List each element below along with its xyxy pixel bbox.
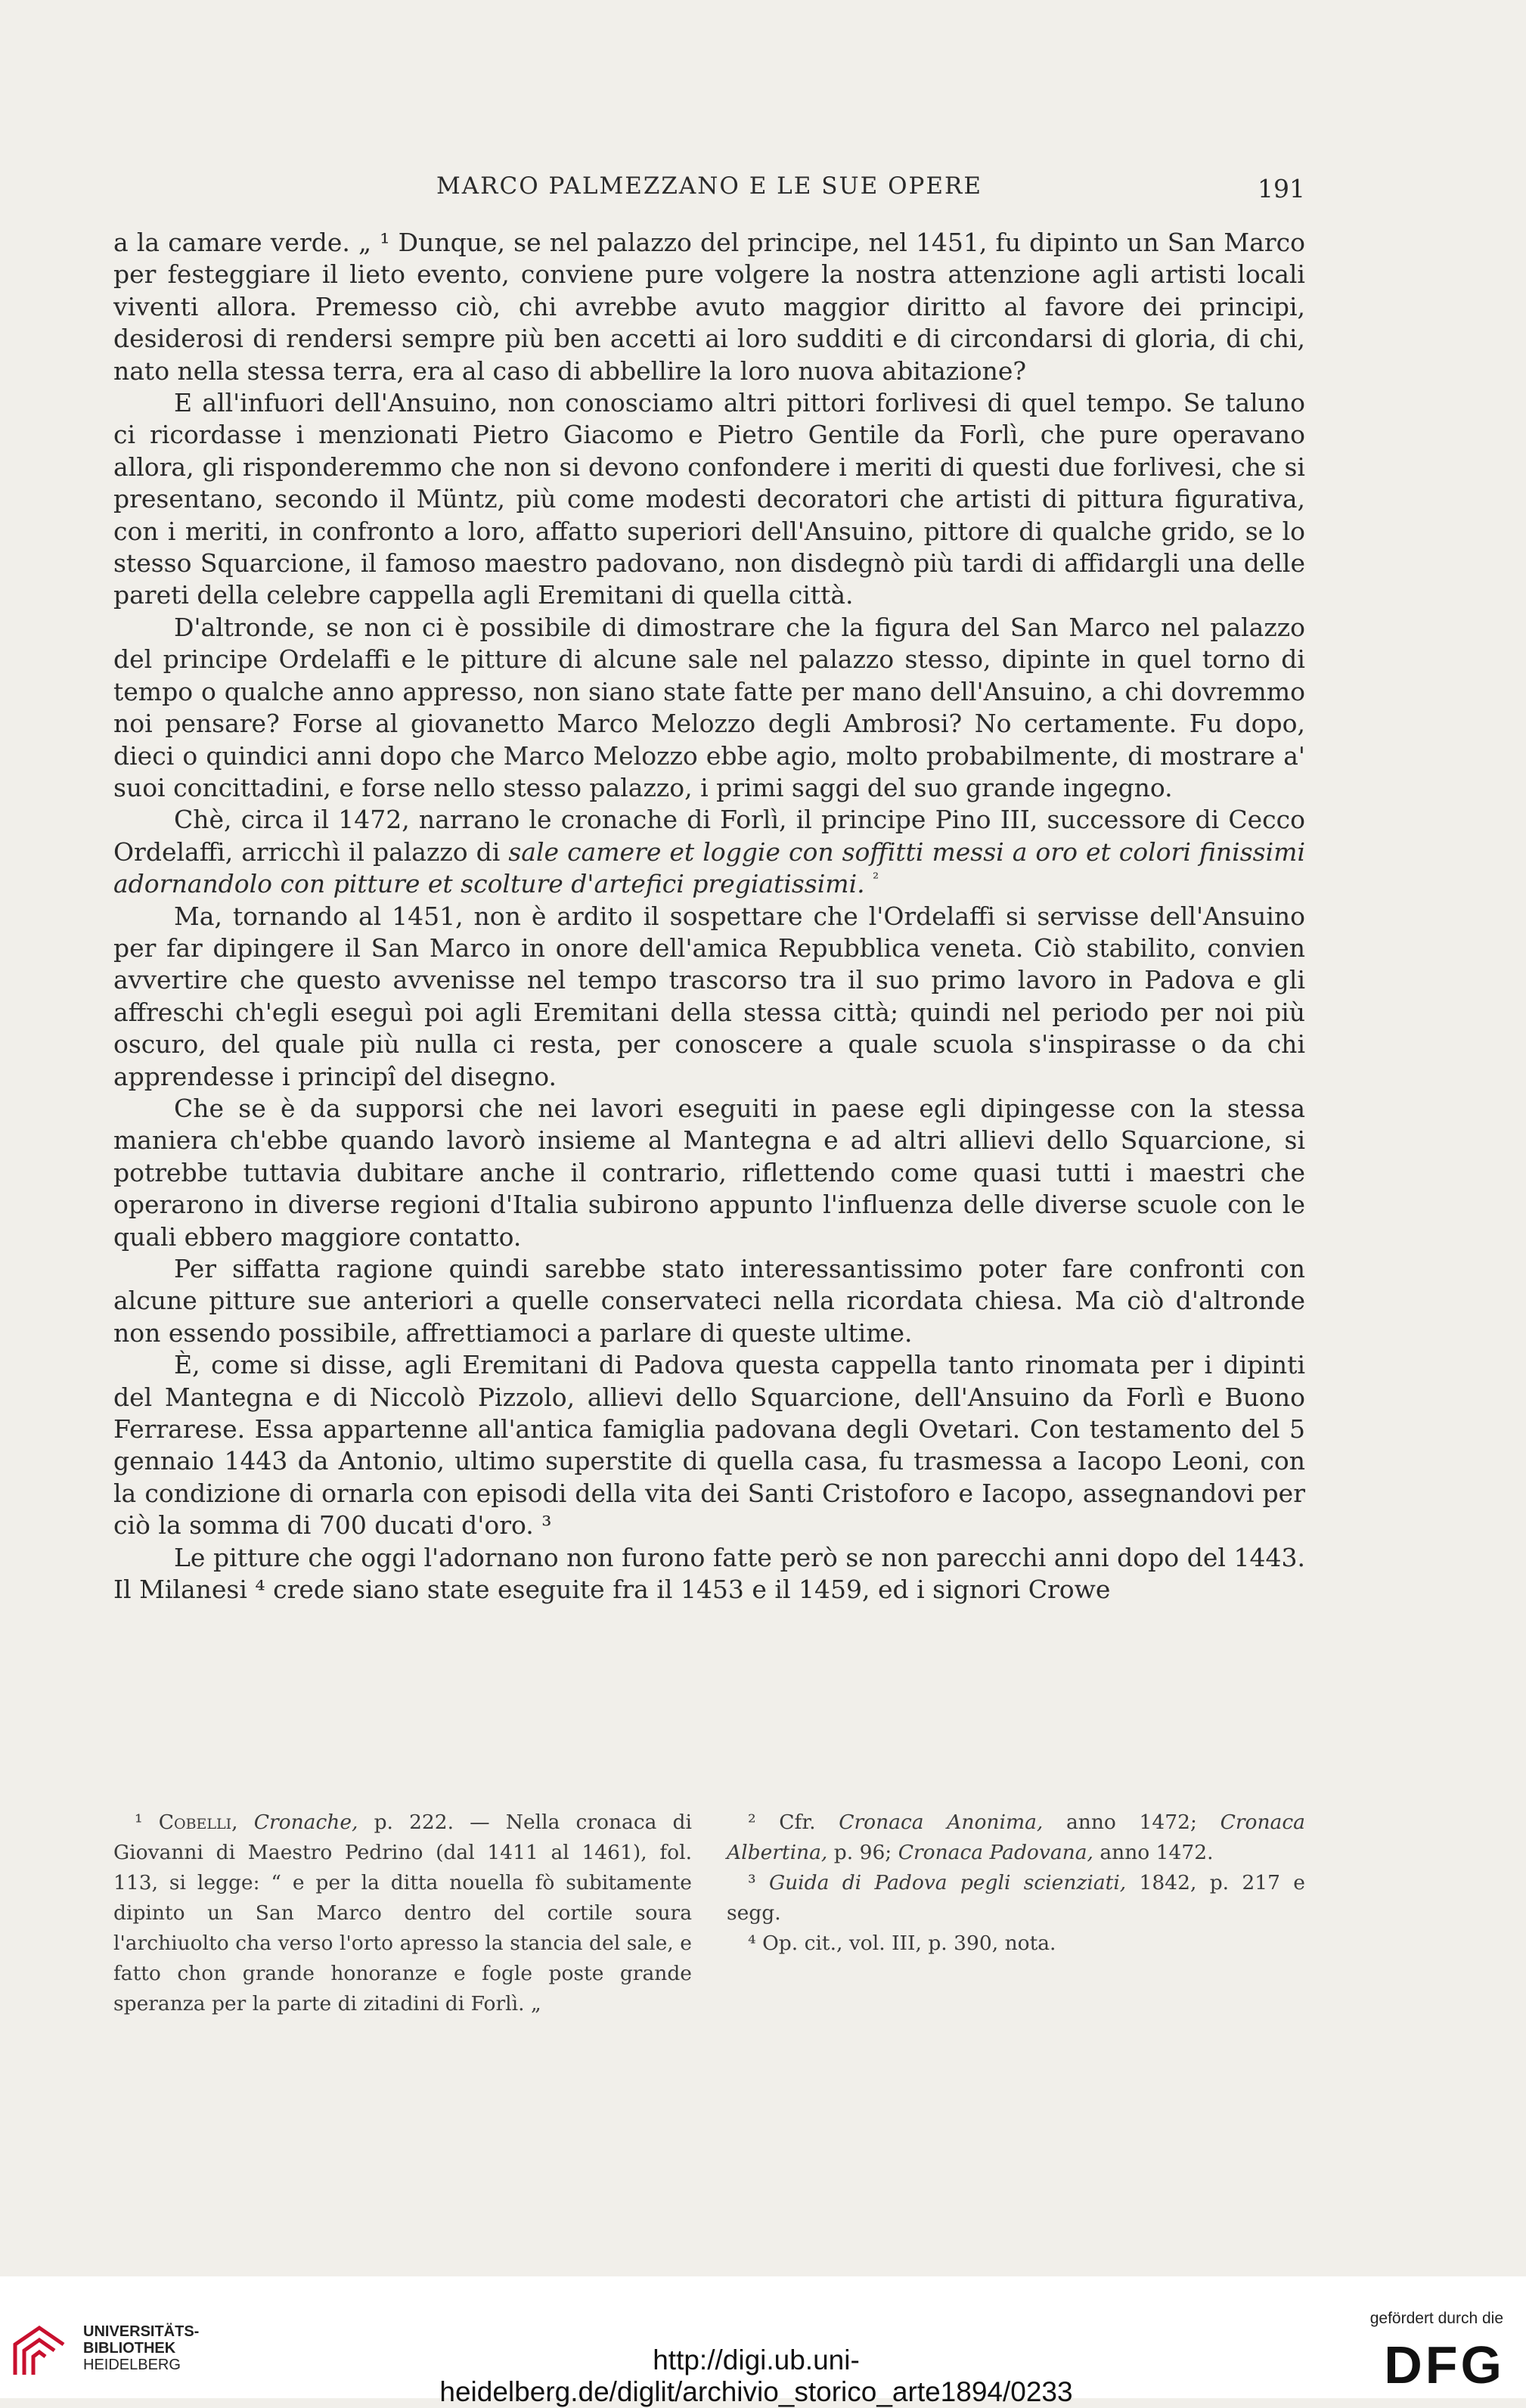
footnote-3-a: Guida di Padova pegli scienziati, (768, 1871, 1127, 1894)
footer-bar (0, 2276, 1526, 2407)
page-header (113, 172, 1305, 218)
dfg-logo: DFG (1384, 2335, 1505, 2394)
paragraph-4-quote: sale camere et loggie con soffitti messi a oro et colori finissimi adornandolo con pitture et scolture d'artefici pregiatissimi. (113, 836, 1305, 899)
footnote-1 (113, 1808, 692, 2019)
footnote-3-b: 1842, p. 217 e segg. (727, 1871, 1305, 1925)
paragraph-4 (113, 804, 1305, 900)
footnote-4 (727, 1929, 1305, 1959)
footnote-1-work: Cronache, (253, 1811, 358, 1834)
library-name-line-2: BIBLIOTHEK (83, 2340, 176, 2357)
library-name-line-3: HEIDELBERG (83, 2357, 181, 2373)
footnote-1-text: p. 222. — Nella cronaca di Giovanni di Maestro Pedrino (dal 1411 al 1461), fol. 113, si legge: “ e per la ditta nouella fò subitamente dipinto un San Marco dentro del cortile soura l'archiuolto cha verso l'orto apresso la stancia del sale, e fatto chon grande honoranze e fogle poste grande speranza per la parte di zitadini di Forlì. „ (113, 1811, 692, 2015)
footnotes (113, 1808, 1305, 2019)
footnote-2-g: anno 1472. (1100, 1841, 1214, 1864)
paragraph-8: È, come si disse, agli Eremitani di Padova questa cappella tanto rinomata per i dipinti del Mantegna e di Niccolò Pizzolo, allievi dello Squarcione, dell'Ansuino da Forlì e Buono Ferrarese. Essa appartenne all'antica famiglia padovana degli Ovetari. Con testamento del 5 gennaio 1443 da Antonio, ultimo superstite di quella casa, fu trasmessa a Iacopo Leoni, con la condizione di ornarla con episodi della vita dei Santi Cristoforo e Iacopo, assegnandovi per ciò la somma di 700 ducati d'oro. ³ (113, 1350, 1305, 1541)
footnote-2 (727, 1808, 1305, 1868)
footnote-4-marker: ⁴ (748, 1932, 756, 1955)
library-name (83, 2323, 199, 2373)
footnotes-column-right (727, 1808, 1305, 2019)
body-text (113, 227, 1305, 1606)
library-logo-icon (9, 2322, 70, 2382)
footnote-2-a: Cfr. (779, 1811, 816, 1834)
paragraph-9: Le pitture che oggi l'adornano non furono fatte però se non parecchi anni dopo del 1443. Il Milanesi ⁴ crede siano state eseguite fra il 1453 e il 1459, ed i signori Crowe (113, 1542, 1305, 1605)
permalink-url[interactable]: http://digi.ub.uni-heidelberg.de/diglit/archivio_storico_arte1894/0233 (439, 2344, 1073, 2407)
footnote-1-author: Cobelli, (158, 1811, 238, 1834)
funding-text: gefördert durch die (1369, 2310, 1503, 2327)
paragraph-5: Ma, tornando al 1451, non è ardito il sospettare che l'Ordelaffi si servisse dell'Ansuino per far dipingere il San Marco in onore dell'amica Repubblica veneta. Ciò stabilito, convien avvertire che questo avvenisse nel tempo trascorso tra il suo primo lavoro in Padova e gli affreschi ch'egli eseguì poi agli Eremitani della stessa città; quindi nel periodo per noi più oscuro, del quale più nulla ci resta, per conoscere a quale scuola s'inspirasse o da chi apprendesse i principî del disegno. (113, 901, 1305, 1091)
footnote-4-text: Op. cit., vol. III, p. 390, nota. (762, 1932, 1056, 1955)
paragraph-7: Per siffatta ragione quindi sarebbe stato interessantissimo poter fare confronti con alcune pitture sue anteriori a quelle conservateci nella ricordata chiesa. Ma ciò d'altronde non essendo possibile, affrettiamoci a parlare di queste ultime. (113, 1254, 1305, 1348)
paragraph-1: a la camare verde. „ ¹ Dunque, se nel palazzo del principe, nel 1451, fu dipinto un San Marco per festeggiare il lieto evento, conviene pure volgere la nostra attenzione agli artisti locali viventi allora. Premesso ciò, chi avrebbe avuto maggior diritto al favore dei principi, desiderosi di rendersi sempre più ben accetti ai loro sudditi e di circondarsi di gloria, di chi, nato nella stessa terra, era al caso di abbellire la loro nuova abitazione? (113, 228, 1305, 386)
page-number: 191 (1258, 174, 1305, 203)
paragraph-4-text: Chè, circa il 1472, narrano le cronache di Forlì, il principe Pino III, successore di Cecco Ordelaffi, arricchì il palazzo di (113, 805, 1305, 867)
footnote-ref-2: ² (873, 870, 879, 888)
paragraph-3: D'altronde, se non ci è possibile di dimostrare che la figura del San Marco nel palazzo del principe Ordelaffi e le pitture di alcune sale nel palazzo stesso, dipinte in quel torno di tempo o qualche anno appresso, non siano state fatte per mano dell'Ansuino, a chi dovremmo noi pensare? Forse al giovanetto Marco Melozzo degli Ambrosi? No certamente. Fu dopo, dieci o quindici anni dopo che Marco Melozzo ebbe agio, molto probabilmente, di mostrare a' suoi concittadini, e forse nello stesso palazzo, i primi saggi del suo grande ingegno. (113, 612, 1305, 802)
footnote-2-b: Cronaca Anonima, (839, 1811, 1044, 1834)
paragraph-6: Che se è da supporsi che nei lavori eseguiti in paese egli dipingesse con la stessa maniera ch'ebbe quando lavorò insieme al Mantegna e ad altri allievi dello Squarcione, si potrebbe tuttavia dubitare anche il contrario, riflettendo come quasi tutti i maestri che operarono in diverse regioni d'Italia subirono appunto l'influenza delle diverse scuole con le quali ebbero maggiore contatto. (113, 1093, 1305, 1252)
footnote-2-e: p. 96; (833, 1841, 892, 1864)
library-name-line-1: UNIVERSITÄTS- (83, 2323, 200, 2340)
paragraph-2: E all'infuori dell'Ansuino, non conosciamo altri pittori forlivesi di quel tempo. Se taluno ci ricordasse i menzionati Pietro Giacomo e Pietro Gentile da Forlì, che pure operavano allora, gli risponderemmo che non si devono confondere i meriti di questi due forlivesi, che si presentano, secondo il Müntz, più come modesti decoratori che artisti di pittura figurativa, con i meriti, in confronto a loro, affatto superiori dell'Ansuino, pittore di qualche grido, se lo stesso Squarcione, il famoso maestro padovano, non disdegnò più tardi di affidargli una delle pareti della celebre cappella agli Eremitani di quella città. (113, 388, 1305, 610)
footnote-3 (727, 1868, 1305, 1929)
footnote-2-d: Cronaca Albertina, (727, 1811, 1305, 1864)
running-title: MARCO PALMEZZANO E LE SUE OPERE (436, 172, 982, 200)
footnotes-column-left (113, 1808, 692, 2019)
footnote-3-marker: ³ (748, 1871, 756, 1894)
footnote-2-marker: ² (748, 1811, 756, 1834)
footnote-2-c: anno 1472; (1065, 1811, 1197, 1834)
footnote-1-marker: ¹ (135, 1811, 143, 1834)
footnote-2-f: Cronaca Padovana, (898, 1841, 1093, 1864)
